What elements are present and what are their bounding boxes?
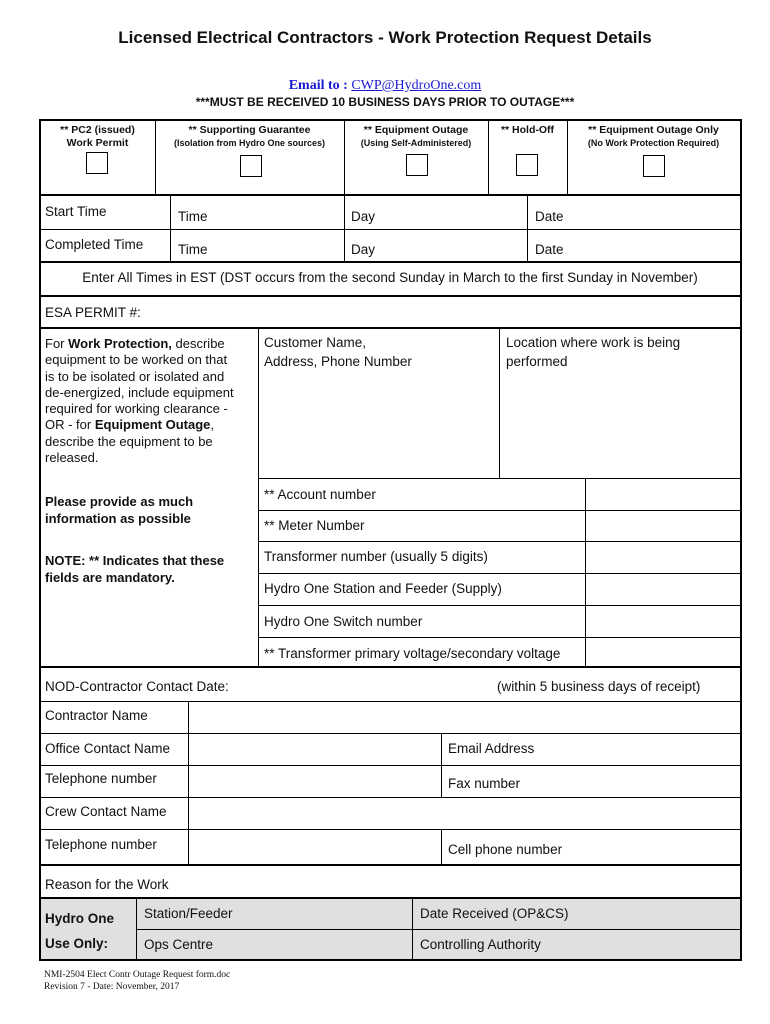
esa-permit-field[interactable]: ESA PERMIT #: <box>45 305 141 320</box>
fax-label: Fax number <box>448 776 521 791</box>
divider <box>258 328 259 666</box>
completed-time-field[interactable]: Time <box>178 242 208 257</box>
pc2-checkbox[interactable] <box>86 152 108 174</box>
start-date-field[interactable]: Date <box>535 209 564 224</box>
divider <box>40 864 740 866</box>
reason-for-work-field[interactable]: Reason for the Work <box>45 877 169 892</box>
divider <box>258 510 740 511</box>
frame-left <box>39 119 41 961</box>
cell-phone-label: Cell phone number <box>448 842 563 857</box>
form-title: Licensed Electrical Contractors - Work Protection Request Details <box>118 28 652 47</box>
contractor-name-label: Contractor Name <box>45 708 148 723</box>
email-address-label: Email Address <box>448 741 535 756</box>
type-hold-off-label: ** Hold-Off <box>500 124 555 136</box>
divider <box>40 666 740 668</box>
date-received-label: Date Received (OP&CS) <box>420 906 569 921</box>
start-time-label: Start Time <box>45 204 107 219</box>
provide-info-note: Please provide as much information as possible <box>45 494 194 526</box>
hold-off-checkbox[interactable] <box>516 154 538 176</box>
crew-contact-label: Crew Contact Name <box>45 804 167 819</box>
divider <box>40 829 740 830</box>
divider <box>499 328 500 478</box>
controlling-authority-label: Controlling Authority <box>420 937 541 952</box>
divider <box>40 229 740 230</box>
document-footer: NMI-2504 Elect Contr Outage Request form.doc Revision 7 - Date: November, 2017 <box>44 970 231 992</box>
divider <box>441 830 442 864</box>
station-feeder-field[interactable]: Hydro One Station and Feeder (Supply) <box>264 581 502 596</box>
email-label: Email to : <box>288 78 348 93</box>
nod-contact-date-field[interactable]: NOD-Contractor Contact Date: <box>45 679 229 694</box>
email-link[interactable]: CWP@HydroOne.com <box>351 78 482 93</box>
frame-right <box>740 119 742 961</box>
station-feeder-label: Station/Feeder <box>144 906 233 921</box>
supporting-guarantee-checkbox[interactable] <box>240 155 262 177</box>
divider <box>40 194 740 196</box>
work-location-field[interactable]: Location where work is being performed <box>506 335 681 369</box>
office-contact-label: Office Contact Name <box>45 741 171 756</box>
divider <box>40 295 740 297</box>
divider <box>258 541 740 542</box>
divider <box>40 897 740 899</box>
email-line <box>0 78 770 94</box>
divider <box>258 605 740 606</box>
type-pc2-label: ** PC2 (issued) Work Permit <box>60 124 135 149</box>
equipment-outage-only-checkbox[interactable] <box>643 155 665 177</box>
type-outage-only-label: ** Equipment Outage Only (No Work Protection Required) <box>587 124 720 148</box>
type-guarantee-label: ** Supporting Guarantee (Isolation from Hydro One sources) <box>173 124 326 148</box>
account-number-field[interactable]: ** Account number <box>264 487 376 502</box>
start-time-field[interactable]: Time <box>178 209 208 224</box>
frame-bottom <box>39 959 742 961</box>
divider <box>40 701 740 702</box>
divider <box>40 765 740 766</box>
timezone-note: Enter All Times in EST (DST occurs from the second Sunday in March to the first Sunday in November) <box>82 270 698 285</box>
customer-info-field[interactable]: Customer Name, Address, Phone Number <box>264 335 412 369</box>
divider <box>40 327 740 329</box>
mandatory-fields-note: NOTE: ** Indicates that these fields are mandatory. <box>45 553 225 585</box>
divider <box>40 733 740 734</box>
divider <box>136 929 740 930</box>
start-day-field[interactable]: Day <box>351 209 376 224</box>
frame-top <box>39 119 742 121</box>
telephone-label: Telephone number <box>45 771 157 786</box>
completed-time-label: Completed Time <box>45 237 144 252</box>
divider <box>40 797 740 798</box>
deadline-notice: ***MUST BE RECEIVED 10 BUSINESS DAYS PRIOR TO OUTAGE*** <box>195 95 575 109</box>
divider <box>40 261 740 263</box>
type-equipment-outage-label: ** Equipment Outage (Using Self-Administered) <box>360 124 472 148</box>
completed-date-field[interactable]: Date <box>535 242 564 257</box>
divider <box>258 478 740 479</box>
meter-number-field[interactable]: ** Meter Number <box>264 518 365 533</box>
divider <box>258 573 740 574</box>
divider <box>258 637 740 638</box>
equipment-outage-checkbox[interactable] <box>406 154 428 176</box>
ops-centre-label: Ops Centre <box>144 937 214 952</box>
completed-day-field[interactable]: Day <box>351 242 376 257</box>
switch-number-field[interactable]: Hydro One Switch number <box>264 614 423 629</box>
work-description-instructions: For Work Protection, describe equipment to be worked on that is to be isolated or isolated and de-energized, include equipment required for working clearance - OR - for Equipment Outage, describe the equipment to be released. <box>45 336 234 466</box>
transformer-voltage-field[interactable]: ** Transformer primary voltage/secondary voltage <box>264 646 561 661</box>
hydro-one-use-only-label: Hydro One Use Only: <box>45 911 115 951</box>
divider <box>188 702 189 864</box>
crew-telephone-label: Telephone number <box>45 837 157 852</box>
nod-deadline-note: (within 5 business days of receipt) <box>497 679 701 694</box>
divider <box>441 734 442 798</box>
transformer-number-field[interactable]: Transformer number (usually 5 digits) <box>264 549 488 564</box>
